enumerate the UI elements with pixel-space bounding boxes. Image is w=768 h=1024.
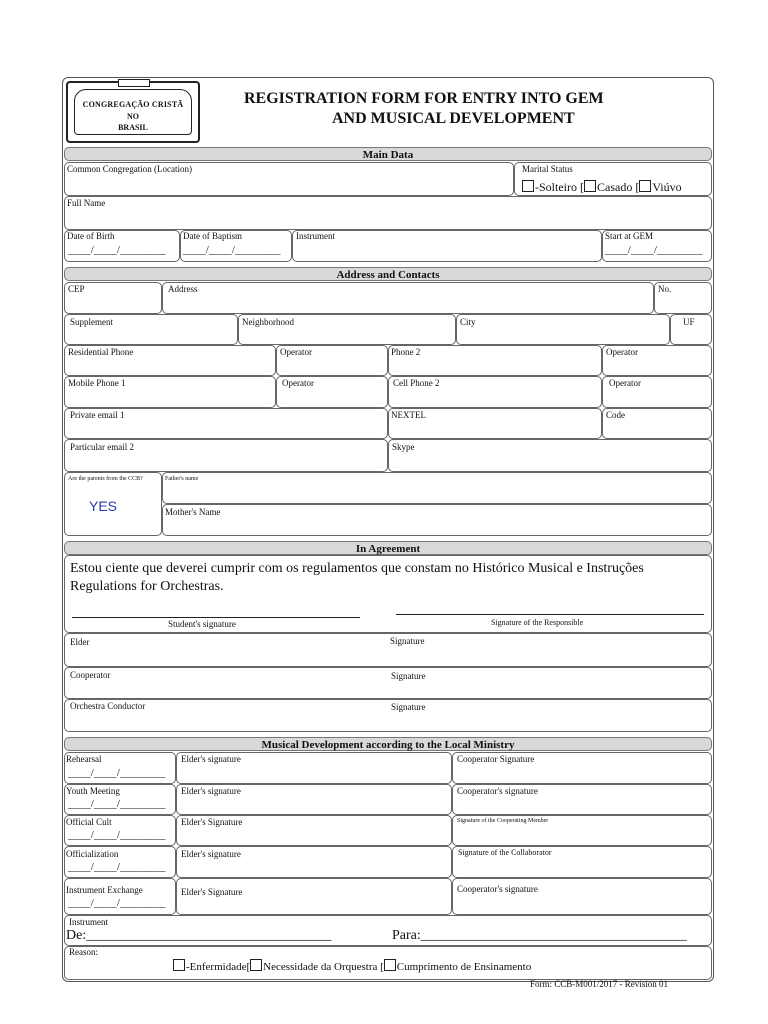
agreement-text: Estou ciente que deverei cumprir com os regulamentos que constam no Histórico Musical e Instruções Regulations for Orchestras.	[70, 561, 644, 594]
start-at-gem-label: Start at GEM	[605, 231, 653, 241]
reason-label: Reason:	[69, 947, 98, 957]
private-email1-label: Private email 1	[70, 410, 125, 420]
mobile-phone1-label: Mobile Phone 1	[68, 378, 126, 388]
residential-phone-label: Residential Phone	[68, 347, 134, 357]
start-at-gem-blank: ____/____/________	[605, 244, 703, 256]
operator-field-4[interactable]	[602, 376, 712, 408]
cooperator-signature-cell[interactable]	[452, 846, 712, 878]
cooperator-signature-label: Signature	[391, 671, 426, 681]
supplement-field[interactable]	[64, 314, 238, 345]
residential-phone-field[interactable]	[64, 345, 276, 376]
married-label: Casado [	[597, 180, 640, 194]
neighborhood-field[interactable]	[238, 314, 456, 345]
elder-signature-label: Signature	[390, 636, 425, 646]
date-of-baptism-blank: ____/____/________	[183, 244, 281, 256]
elder-signature-cell[interactable]	[176, 846, 452, 878]
full-name-field[interactable]	[64, 196, 712, 230]
start-at-gem-field[interactable]	[602, 230, 712, 262]
date-of-birth-label: Date of Birth	[67, 231, 115, 241]
elder-sig-label: Elder's signature	[181, 849, 241, 859]
cooperator-signature-cell[interactable]	[452, 878, 712, 915]
logo-text-line2: NO	[127, 112, 139, 121]
single-checkbox[interactable]	[522, 180, 534, 192]
illness-checkbox[interactable]	[173, 959, 185, 971]
transfer-to[interactable]	[392, 928, 687, 944]
marital-status-label: Marital Status	[522, 164, 573, 174]
coop-sig-label: Cooperator's signature	[457, 884, 538, 894]
event-label: Rehearsal	[66, 754, 102, 764]
elder-signature-row[interactable]	[64, 633, 712, 667]
nextel-field[interactable]	[388, 408, 602, 439]
uf-field[interactable]	[670, 314, 712, 345]
elder-label: Elder	[70, 637, 90, 647]
date-of-birth-field[interactable]	[64, 230, 180, 262]
code-field[interactable]	[602, 408, 712, 439]
logo-text-line3: BRASIL	[118, 123, 148, 132]
event-label: Officialization	[66, 849, 119, 859]
elder-signature-cell[interactable]	[176, 752, 452, 784]
section-header-musical: Musical Development according to the Local Ministry	[64, 737, 712, 751]
date-of-baptism-label: Date of Baptism	[183, 231, 242, 241]
transfer-from[interactable]	[66, 928, 331, 944]
number-label: No.	[658, 284, 672, 294]
instrument-field[interactable]	[292, 230, 602, 262]
student-signature-label: Student's signature	[168, 619, 236, 629]
coop-sig-label: Cooperator Signature	[457, 754, 535, 764]
number-field[interactable]	[654, 282, 712, 314]
address-label: Address	[168, 284, 198, 294]
transfer-from-line: ___________________________________	[86, 928, 332, 943]
father-name-field[interactable]	[162, 472, 712, 504]
conductor-signature-row[interactable]	[64, 699, 712, 732]
form-title-line2: AND MUSICAL DEVELOPMENT	[332, 110, 575, 127]
elder-signature-cell[interactable]	[176, 878, 452, 915]
section-header-main-data: Main Data	[64, 147, 712, 161]
full-name-label: Full Name	[67, 198, 106, 208]
event-date-blank: ____/____/________	[68, 861, 166, 873]
cooperator-signature-row[interactable]	[64, 667, 712, 699]
operator-field-2[interactable]	[602, 345, 712, 376]
parents-ccb-answer: YES	[89, 498, 118, 514]
operator-label-1: Operator	[280, 347, 312, 357]
uf-label: UF	[683, 317, 695, 327]
city-field[interactable]	[456, 314, 670, 345]
married-checkbox[interactable]	[584, 180, 596, 192]
phone2-label: Phone 2	[391, 347, 421, 357]
elder-signature-cell[interactable]	[176, 784, 452, 815]
section-header-address: Address and Contacts	[64, 267, 712, 281]
operator-field-3[interactable]	[276, 376, 388, 408]
event-date-blank: ____/____/________	[68, 829, 166, 841]
cooperator-label: Cooperator	[70, 670, 111, 680]
mother-name-label: Mother's Name	[165, 507, 221, 517]
transfer-to-line: ______________________________________	[420, 928, 687, 943]
phone2-field[interactable]	[388, 345, 602, 376]
father-name-label: Father's name	[165, 476, 199, 482]
supplement-label: Supplement	[70, 317, 113, 327]
cooperator-signature-cell[interactable]	[452, 815, 712, 846]
elder-signature-cell[interactable]	[176, 815, 452, 846]
responsible-signature-label: Signature of the Responsible	[491, 618, 584, 627]
skype-field[interactable]	[388, 439, 712, 472]
date-of-birth-blank: ____/____/________	[68, 244, 166, 256]
elder-sig-label: Elder's Signature	[181, 887, 243, 897]
coop-sig-label: Signature of the Cooperating Member	[457, 818, 549, 824]
cell-phone2-field[interactable]	[388, 376, 602, 408]
congregation-field[interactable]	[64, 162, 514, 196]
transfer-instrument-label: Instrument	[69, 917, 108, 927]
event-instrument-exchange-cell[interactable]	[64, 878, 176, 915]
transfer-from-label: De:	[66, 928, 87, 943]
student-signature-line[interactable]	[72, 617, 360, 618]
code-label: Code	[606, 410, 625, 420]
conductor-signature-label: Signature	[391, 702, 426, 712]
operator-label-3: Operator	[282, 378, 314, 388]
marital-status-field	[514, 162, 712, 196]
teaching-checkbox[interactable]	[384, 959, 396, 971]
illness-label: -Enfermidade[	[186, 961, 251, 973]
parents-ccb-label: Are the parents from the CCB?	[68, 476, 143, 482]
event-youth-meeting-cell[interactable]	[64, 784, 176, 815]
event-label: Youth Meeting	[66, 786, 120, 796]
cep-field[interactable]	[64, 282, 162, 314]
event-official-cult-cell[interactable]	[64, 815, 176, 846]
date-of-baptism-field[interactable]	[180, 230, 292, 262]
neighborhood-label: Neighborhood	[242, 317, 294, 327]
congregation-label: Common Congregation (Location)	[67, 164, 192, 174]
private-email1-field[interactable]	[64, 408, 388, 439]
teaching-label: Cumprimento de Ensinamento	[396, 961, 532, 973]
event-officialization-cell[interactable]	[64, 846, 176, 878]
elder-sig-label: Elder's signature	[181, 754, 241, 764]
particular-email2-field[interactable]	[64, 439, 388, 472]
cooperator-signature-cell[interactable]	[452, 784, 712, 815]
logo-border	[74, 89, 192, 135]
conductor-label: Orchestra Conductor	[70, 701, 146, 711]
address-field[interactable]	[162, 282, 654, 314]
logo-text-line1: CONGREGAÇÃO CRISTÃ	[82, 100, 184, 109]
widowed-label: Viúvo	[652, 180, 682, 194]
single-label: -Solteiro [	[535, 180, 584, 194]
coop-sig-label: Signature of the Collaborator	[458, 848, 552, 857]
form-title-line1: REGISTRATION FORM FOR ENTRY INTO GEM	[244, 90, 604, 107]
reason-options	[173, 959, 531, 973]
event-label: Instrument Exchange	[66, 885, 143, 895]
responsible-signature-line[interactable]	[396, 614, 704, 615]
nextel-label: NEXTEL	[391, 410, 426, 420]
orchestra-need-checkbox[interactable]	[250, 959, 262, 971]
operator-label-4: Operator	[609, 378, 641, 388]
widowed-checkbox[interactable]	[639, 180, 651, 192]
event-label: Official Cult	[66, 817, 112, 827]
logo-crest	[118, 79, 150, 87]
transfer-to-label: Para:	[392, 928, 421, 943]
event-date-blank: ____/____/________	[68, 767, 166, 779]
event-date-blank: ____/____/________	[68, 798, 166, 810]
event-date-blank: ____/____/________	[68, 897, 166, 909]
mobile-phone1-field[interactable]	[64, 376, 276, 408]
event-rehearsal-cell[interactable]	[64, 752, 176, 784]
cooperator-signature-cell[interactable]	[452, 752, 712, 784]
coop-sig-label: Cooperator's signature	[457, 786, 538, 796]
city-label: City	[460, 317, 476, 327]
mother-name-field[interactable]	[162, 504, 712, 536]
elder-sig-label: Elder's Signature	[181, 817, 243, 827]
orchestra-need-label: Necessidade da Orquestra [	[263, 961, 384, 973]
cep-label: CEP	[68, 284, 85, 294]
cell-phone2-label: Cell Phone 2	[393, 378, 440, 388]
section-header-agreement: In Agreement	[64, 541, 712, 555]
ccb-logo	[66, 81, 200, 143]
form-code: Form: CCB-M001/2017 - Revision 01	[530, 979, 669, 989]
particular-email2-label: Particular email 2	[70, 442, 134, 452]
operator-field-1[interactable]	[276, 345, 388, 376]
elder-sig-label: Elder's signature	[181, 786, 241, 796]
skype-label: Skype	[392, 442, 415, 452]
instrument-label: Instrument	[296, 231, 335, 241]
operator-label-2: Operator	[606, 347, 638, 357]
